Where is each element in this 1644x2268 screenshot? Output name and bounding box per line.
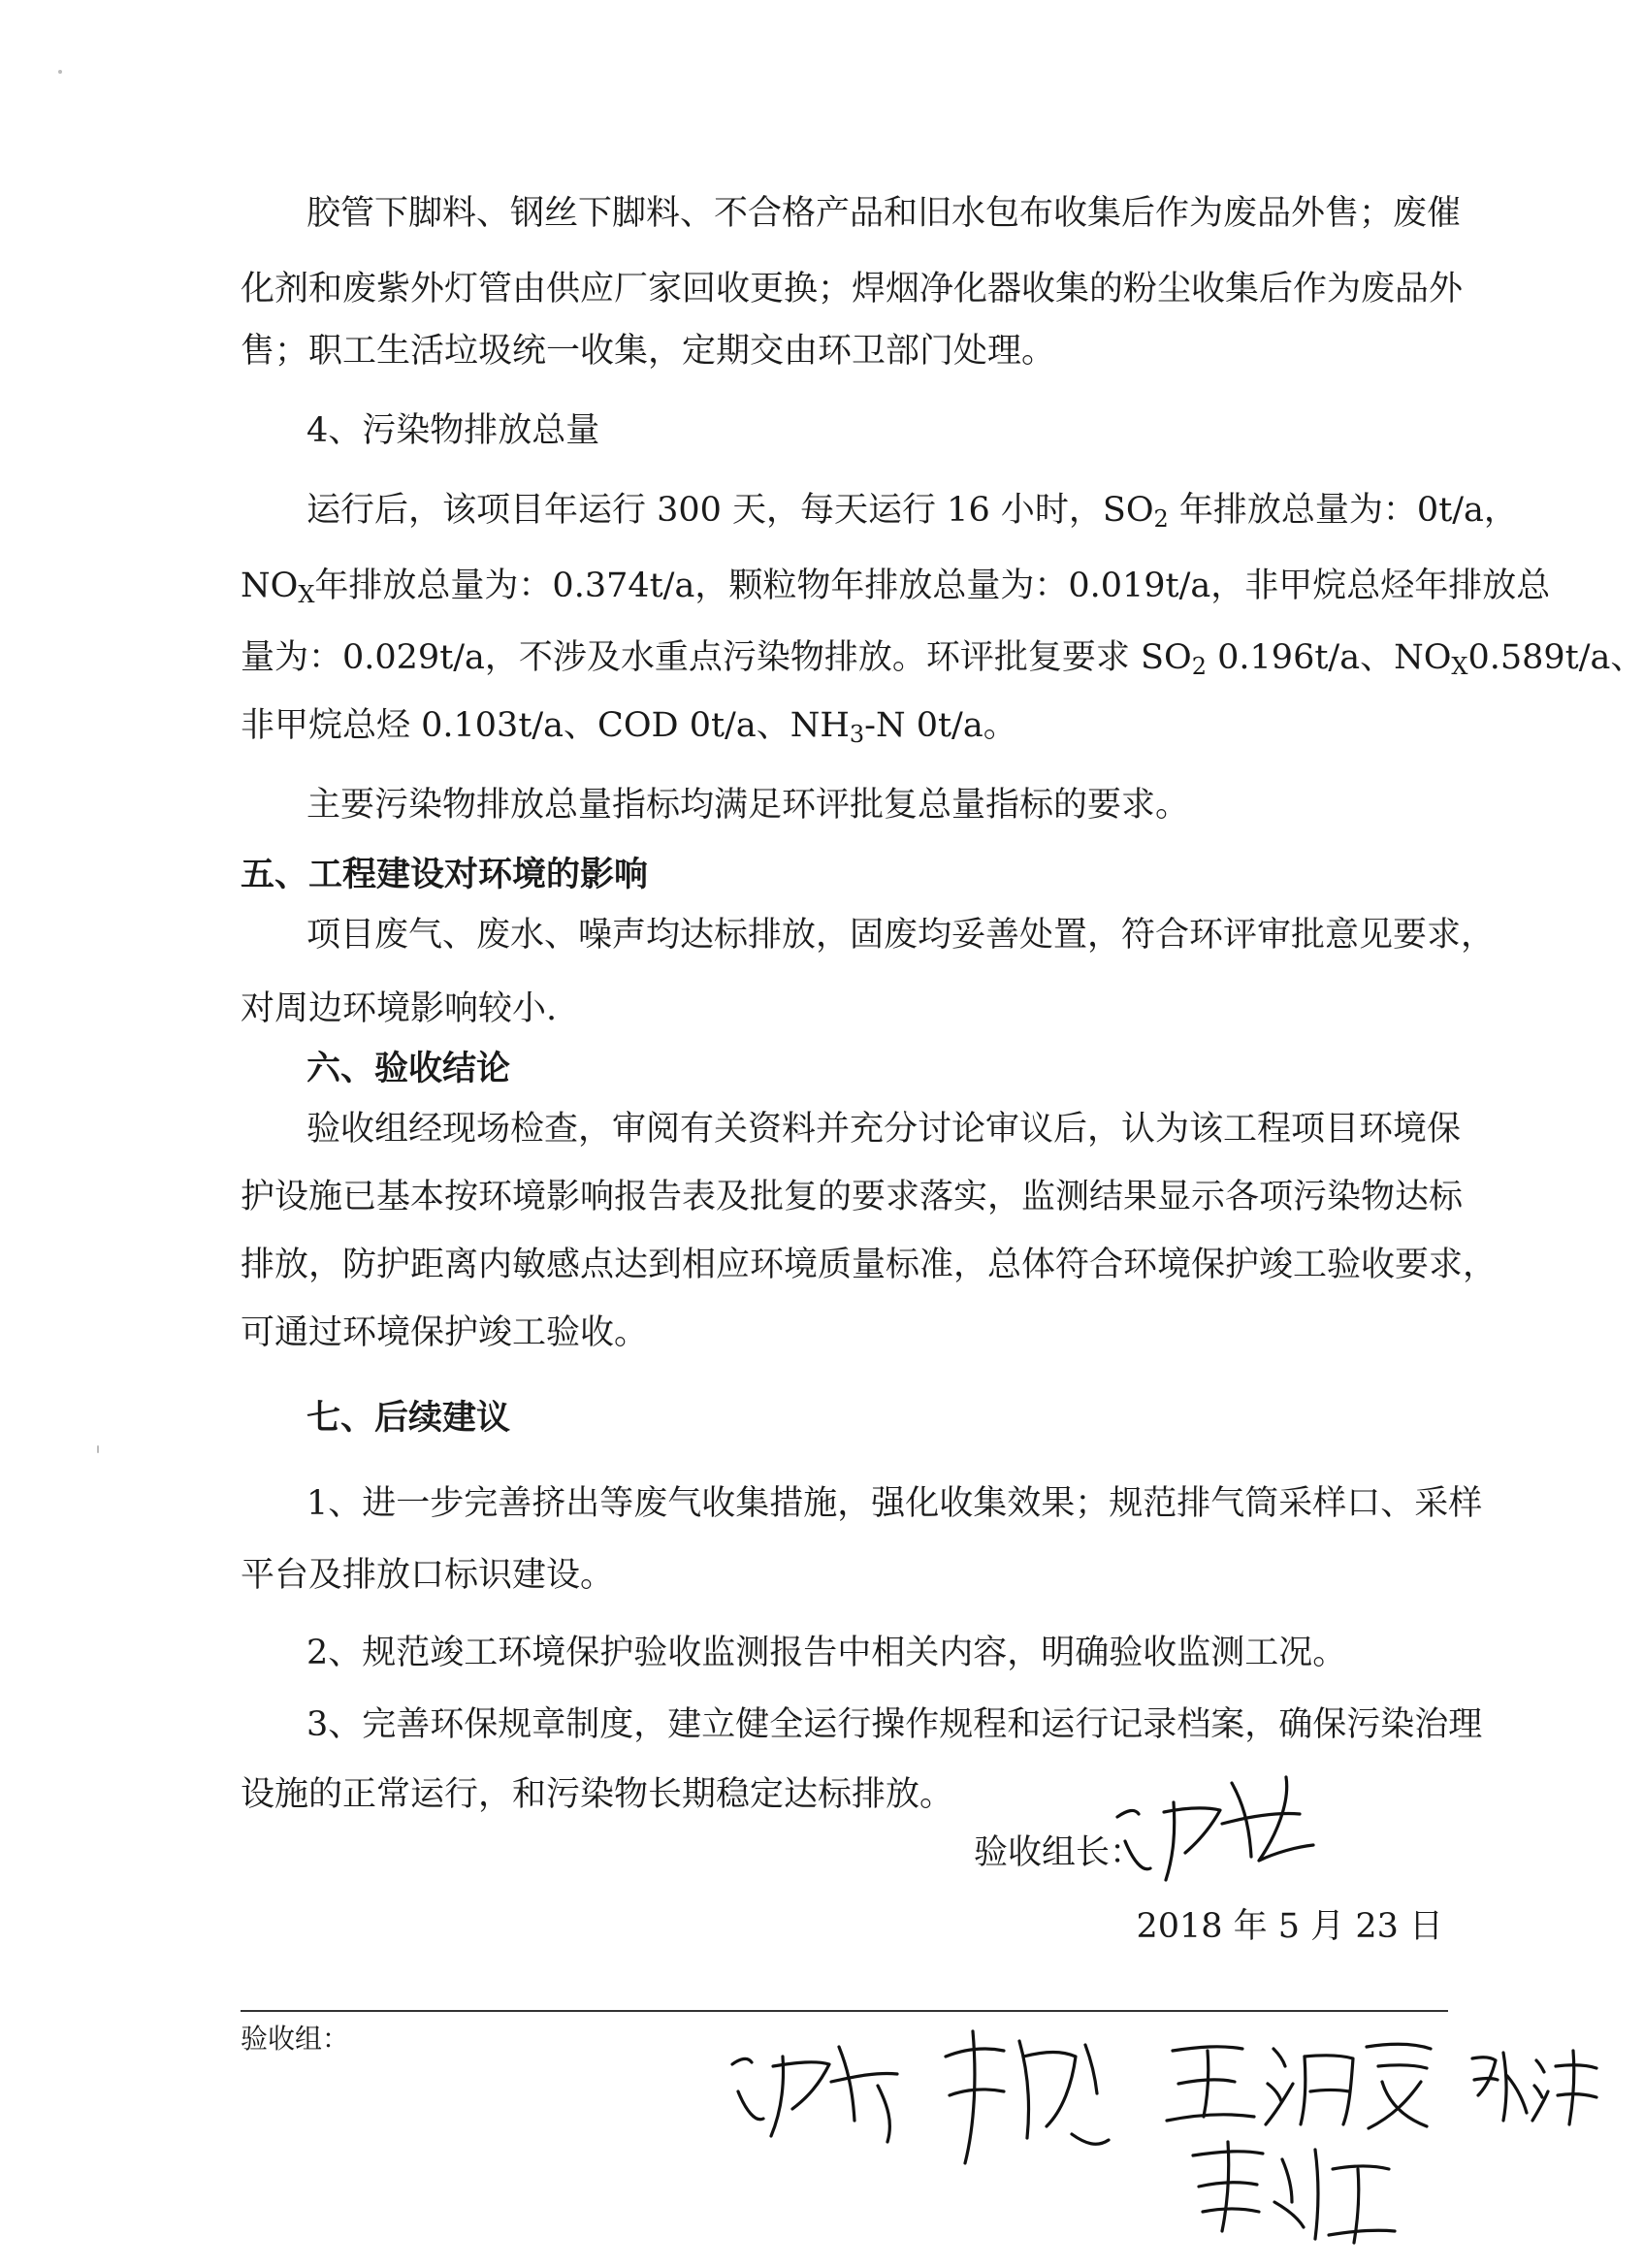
paragraph-line: 胶管下脚料、钢丝下脚料、不合格产品和旧水包布收集后作为废品外售；废催 <box>306 194 1462 233</box>
paragraph-line: 3、完善环保规章制度，建立健全运行操作规程和运行记录档案，确保污染治理 <box>306 1705 1483 1744</box>
group-label: 验收组： <box>241 2023 350 2055</box>
scan-speck <box>97 1445 99 1453</box>
paragraph-line: 护设施已基本按环境影响报告表及批复的要求落实，监测结果显示各项污染物达标 <box>241 1178 1464 1216</box>
paragraph-line: 化剂和废紫外灯管由供应厂家回收更换；焊烟净化器收集的粉尘收集后作为废品外 <box>241 270 1464 308</box>
paragraph-line: $NO_X$年排放总量为：0.374t/a，颗粒物年排放总量为：0.019t/a，非甲烷总烃年排放总 <box>241 567 1551 608</box>
paragraph-line: 主要污染物排放总量指标均满足环评批复总量指标的要求。 <box>306 786 1190 825</box>
section-heading-conclusion: 六、验收结论 <box>306 1049 511 1088</box>
leader-label: 验收组长： <box>974 1833 1144 1872</box>
member-signature-5 <box>1465 2037 1603 2134</box>
paragraph-line: 验收组经现场检查，审阅有关资料并充分讨论审议后，认为该工程项目环境保 <box>306 1110 1462 1149</box>
paragraph-line: 排放，防护距离内敏感点达到相应环境质量标准，总体符合环境保护竣工验收要求， <box>241 1246 1498 1284</box>
divider-line <box>241 2010 1448 2012</box>
paragraph-line: 项目废气、废水、噪声均达标排放，固废均妥善处置，符合环评审批意见要求， <box>306 916 1496 955</box>
paragraph-line: 可通过环境保护竣工验收。 <box>241 1313 649 1352</box>
paragraph-line: 量为：0.029t/a，不涉及水重点污染物排放。环评批复要求 $SO_2$ 0.196t/a、$NO_X0.589t/a$、 <box>241 638 1644 680</box>
member-signature-2 <box>926 2018 1120 2173</box>
member-signature-1 <box>723 2027 917 2154</box>
paragraph-line: 对周边环境影响较小. <box>241 989 558 1028</box>
paragraph-line: 售；职工生活垃圾统一收集，定期交由环卫部门处理。 <box>241 332 1056 371</box>
member-signature-3 <box>1159 2027 1440 2134</box>
paragraph-line: 2、规范竣工环境保护验收监测报告中相关内容，明确验收监测工况。 <box>306 1634 1347 1672</box>
paragraph-line: 1、进一步完善挤出等废气收集措施，强化收集效果；规范排气筒采样口、采样 <box>306 1484 1483 1523</box>
member-signature-4 <box>1174 2134 1406 2251</box>
scan-speck <box>58 70 62 74</box>
paragraph-line: 平台及排放口标识建设。 <box>241 1556 615 1595</box>
sign-date: 2018 年 5 月 23 日 <box>1136 1907 1443 1946</box>
paragraph-line: 运行后，该项目年运行 300 天，每天运行 16 小时，$SO_2$ 年排放总量为：0t/a， <box>306 491 1518 533</box>
subheading-emissions-total: 4、污染物排放总量 <box>306 411 600 450</box>
paragraph-line: 非甲烷总烃 0.103t/a、COD 0t/a、$NH_3-N$ 0t/a。 <box>241 706 1017 748</box>
paragraph-line: 设施的正常运行，和污染物长期稳定达标排放。 <box>241 1775 954 1814</box>
leader-signature <box>1106 1764 1348 1890</box>
section-heading-suggestions: 七、后续建议 <box>306 1398 511 1438</box>
section-heading-environmental-impact: 五、工程建设对环境的影响 <box>241 855 649 894</box>
